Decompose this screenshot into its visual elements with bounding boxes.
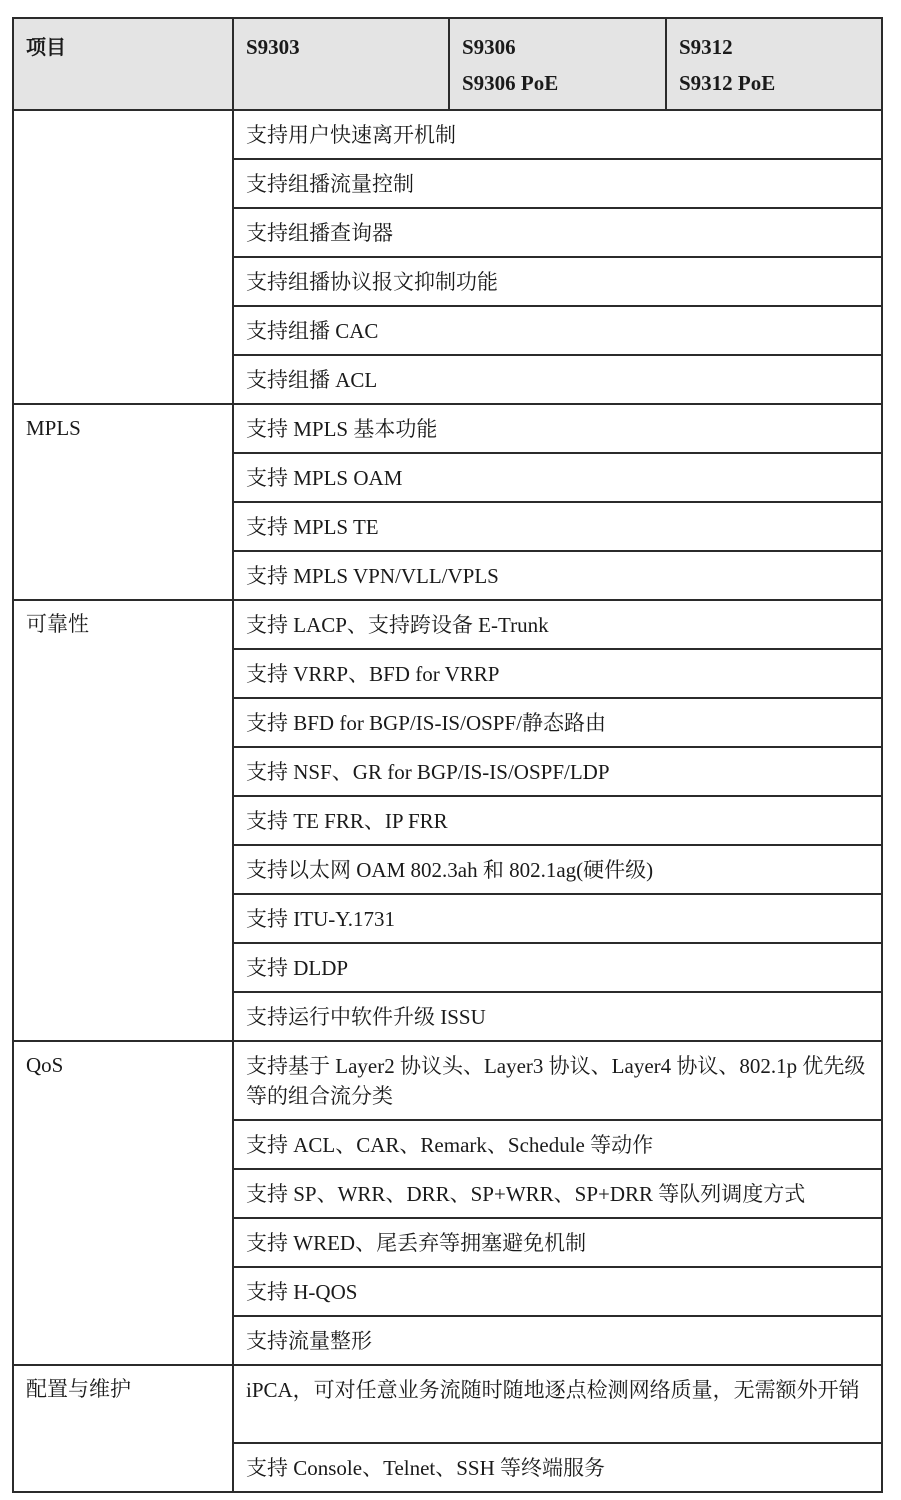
table-row (13, 600, 882, 649)
feature-cell: 支持组播查询器 (233, 208, 882, 257)
header-s9306: S9306 S9306 PoE (449, 18, 666, 110)
feature-cell: 支持 SP、WRR、DRR、SP+WRR、SP+DRR 等队列调度方式 (233, 1169, 882, 1218)
feature-cell: iPCA，可对任意业务流随时随地逐点检测网络质量，无需额外开销 (233, 1365, 882, 1443)
feature-cell: 支持组播 CAC (233, 306, 882, 355)
header-item: 项目 (13, 18, 233, 110)
feature-cell: 支持组播协议报文抑制功能 (233, 257, 882, 306)
table-row (13, 1041, 882, 1120)
category-cell-config-maintenance: 配置与维护 (13, 1365, 233, 1492)
feature-cell: 支持 NSF、GR for BGP/IS-IS/OSPF/LDP (233, 747, 882, 796)
feature-cell: 支持 VRRP、BFD for VRRP (233, 649, 882, 698)
feature-cell: 支持组播 ACL (233, 355, 882, 404)
feature-cell: 支持 ITU-Y.1731 (233, 894, 882, 943)
header-row (13, 18, 882, 110)
feature-cell: 支持 MPLS 基本功能 (233, 404, 882, 453)
feature-cell: 支持 MPLS OAM (233, 453, 882, 502)
category-cell (13, 110, 233, 404)
category-cell-reliability: 可靠性 (13, 600, 233, 1041)
feature-cell: 支持 TE FRR、IP FRR (233, 796, 882, 845)
feature-cell: 支持基于 Layer2 协议头、Layer3 协议、Layer4 协议、802.1p 优先级等的组合流分类 (233, 1041, 882, 1120)
header-s9303: S9303 (233, 18, 449, 110)
feature-cell: 支持运行中软件升级 ISSU (233, 992, 882, 1041)
category-cell-qos: QoS (13, 1041, 233, 1365)
feature-cell: 支持 BFD for BGP/IS-IS/OSPF/静态路由 (233, 698, 882, 747)
header-s9312: S9312 S9312 PoE (666, 18, 882, 110)
feature-cell: 支持 WRED、尾丢弃等拥塞避免机制 (233, 1218, 882, 1267)
category-cell-mpls: MPLS (13, 404, 233, 600)
feature-cell: 支持 LACP、支持跨设备 E-Trunk (233, 600, 882, 649)
feature-cell: 支持以太网 OAM 802.3ah 和 802.1ag(硬件级) (233, 845, 882, 894)
feature-cell: 支持 ACL、CAR、Remark、Schedule 等动作 (233, 1120, 882, 1169)
feature-cell: 支持 DLDP (233, 943, 882, 992)
table-row (13, 110, 882, 159)
feature-cell: 支持组播流量控制 (233, 159, 882, 208)
spec-table (12, 17, 883, 1493)
feature-cell: 支持用户快速离开机制 (233, 110, 882, 159)
feature-cell: 支持 H-QOS (233, 1267, 882, 1316)
table-row (13, 404, 882, 453)
feature-cell: 支持流量整形 (233, 1316, 882, 1365)
feature-cell: 支持 MPLS VPN/VLL/VPLS (233, 551, 882, 600)
table-row (13, 1365, 882, 1443)
feature-cell: 支持 Console、Telnet、SSH 等终端服务 (233, 1443, 882, 1492)
feature-cell: 支持 MPLS TE (233, 502, 882, 551)
